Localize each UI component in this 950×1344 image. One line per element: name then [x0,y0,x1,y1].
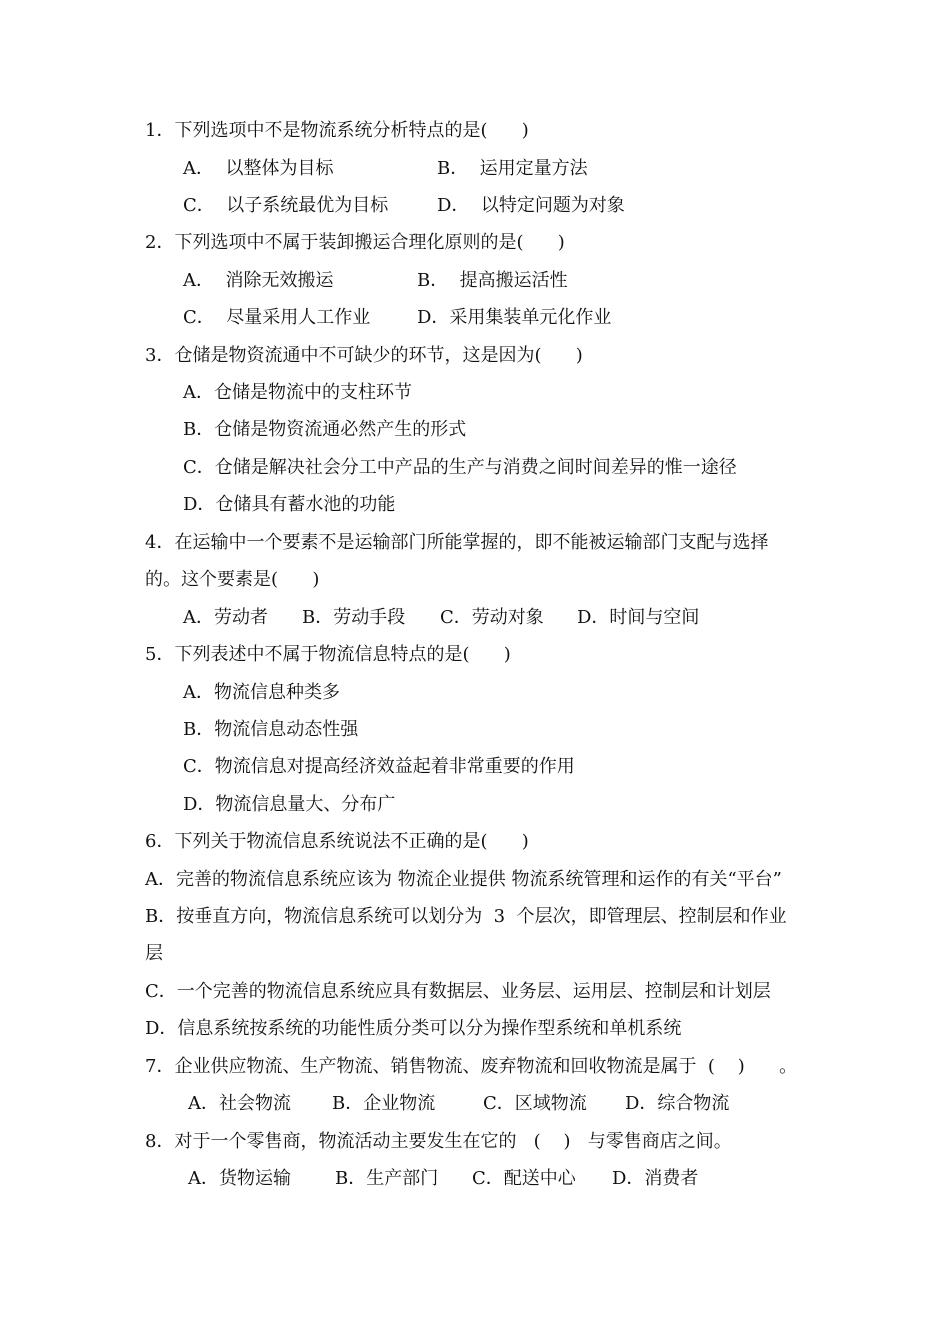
option-row [0,904,950,930]
option-row [0,979,950,1005]
question-stem: 8．对于一个零售商，物流活动主要发生在它的 ( ) 与零售商店之间。 [145,1131,732,1152]
option-a: A．仓储是物流中的支柱环节 [183,382,412,403]
option-b: B． 提高搬运活性 [417,270,568,291]
question-stem: 6．下列关于物流信息系统说法不正确的是( ) [145,831,529,852]
question-stem: 7．企业供应物流、生产物流、销售物流、废弃物流和回收物流是属于 ( ) 。 [145,1056,798,1077]
question-stem: 5．下列表述中不属于物流信息特点的是( ) [145,644,511,665]
option-row [0,455,950,481]
option-c: C．仓储是解决社会分工中产品的生产与消费之间时间差异的惟一途径 [183,457,737,478]
option-c: C．一个完善的物流信息系统应具有数据层、业务层、运用层、控制层和计划层 [145,981,771,1002]
option-row [0,867,950,893]
option-row [0,941,950,967]
option-a: A． 消除无效搬运 [183,270,334,291]
option-b: B．企业物流 [332,1093,436,1114]
option-b-continued: 层 [145,943,163,964]
option-row [0,492,950,518]
option-a: A．完善的物流信息系统应该为 物流企业提供 物流系统管理和运作的有关“平台” [145,869,782,890]
option-row [0,156,950,182]
option-b: B．仓储是物资流通必然产生的形式 [183,419,467,440]
option-row [0,1016,950,1042]
option-d: D． 以特定问题为对象 [437,195,625,216]
option-c: C．配送中心 [472,1168,576,1189]
option-d: D．综合物流 [625,1093,730,1114]
option-row [0,380,950,406]
option-c: C．物流信息对提高经济效益起着非常重要的作用 [183,756,575,777]
option-c: C． 尽量采用人工作业 [183,307,371,328]
option-row [0,792,950,818]
question-stem: 4．在运输中一个要素不是运输部门所能掌握的，即不能被运输部门支配与选择 [145,532,769,553]
option-d: D．信息系统按系统的功能性质分类可以分为操作型系统和单机系统 [145,1018,682,1039]
question-1 [0,118,950,144]
option-a: A．物流信息种类多 [183,682,340,703]
option-row [0,268,950,294]
option-a: A．劳动者 [183,607,268,628]
question-6 [0,829,950,855]
option-b: B．物流信息动态性强 [183,719,359,740]
option-d: D．物流信息量大、分布广 [183,794,396,815]
option-c: C．区域物流 [483,1093,587,1114]
option-a: A．社会物流 [188,1093,291,1114]
option-d: D．时间与空间 [577,607,700,628]
option-row [0,717,950,743]
option-row [0,605,950,631]
option-a: A． 以整体为目标 [183,158,334,179]
question-5 [0,642,950,668]
option-d: D．消费者 [612,1168,699,1189]
question-4-continued [0,567,950,593]
option-c: C． 以子系统最优为目标 [183,195,389,216]
option-b: B． 运用定量方法 [437,158,588,179]
question-8 [0,1129,950,1155]
question-stem: 1．下列选项中不是物流系统分析特点的是( ) [145,120,529,141]
question-7 [0,1054,950,1080]
question-stem-continued: 的。这个要素是( ) [145,569,320,590]
option-row [0,193,950,219]
option-row [0,1091,950,1117]
option-a: A．货物运输 [188,1168,291,1189]
option-b: B．劳动手段 [302,607,406,628]
option-row [0,680,950,706]
option-row [0,754,950,780]
question-4 [0,530,950,556]
option-b: B．生产部门 [335,1168,439,1189]
option-c: C．劳动对象 [440,607,544,628]
question-3 [0,343,950,369]
question-stem: 3．仓储是物资流通中不可缺少的环节，这是因为( ) [145,345,583,366]
question-2 [0,230,950,256]
option-d: D．仓储具有蓄水池的功能 [183,494,396,515]
question-stem: 2．下列选项中不属于装卸搬运合理化原则的是( ) [145,232,565,253]
option-b: B．按垂直方向，物流信息系统可以划分为 3 个层次，即管理层、控制层和作业 [145,906,787,927]
option-row [0,305,950,331]
option-d: D．采用集装单元化作业 [417,307,612,328]
option-row [0,1166,950,1192]
option-row [0,417,950,443]
